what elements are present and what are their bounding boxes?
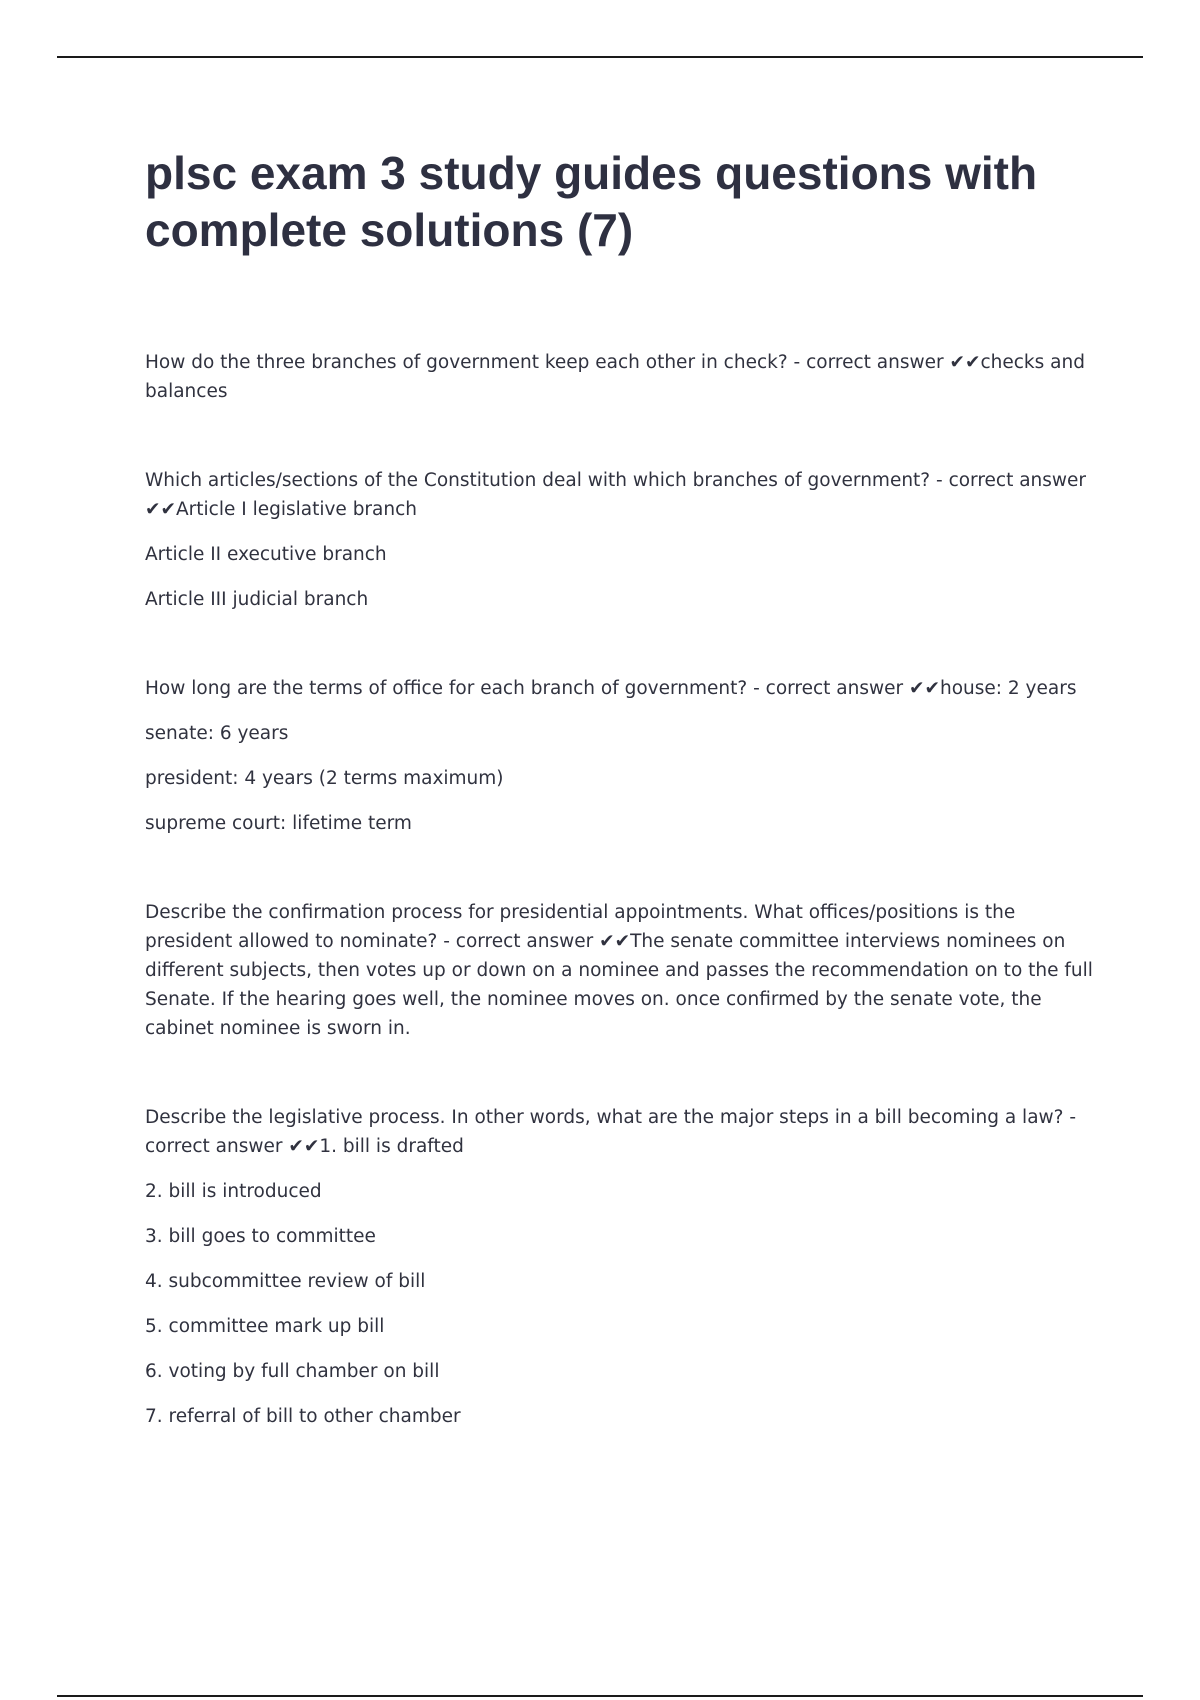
answer-line: Article III judicial branch bbox=[145, 589, 369, 610]
question-answer-text: Describe the confirmation process for presidential appointments. What offices/positions is the president allowed to nominate? - correct answer ✔✔The senate committee interviews nominees on different subjects, then votes up or down on a nominee and passes the recommendation on to the full Senate. If the hearing goes well, the nominee moves on. once confirmed by the senate vote, the cabinet nominee is sworn in. bbox=[145, 902, 1093, 1039]
answer-line: 5. committee mark up bill bbox=[145, 1316, 385, 1337]
answer-line: 4. subcommittee review of bill bbox=[145, 1271, 426, 1292]
answer-line: supreme court: lifetime term bbox=[145, 813, 412, 834]
question-answer-text: Which articles/sections of the Constitution deal with which branches of government? - correct answer ✔✔Article I legislative branch bbox=[145, 470, 1087, 520]
top-rule bbox=[57, 56, 1143, 58]
answer-line: 2. bill is introduced bbox=[145, 1181, 322, 1202]
qa-block bbox=[145, 466, 1093, 614]
answer-line: 3. bill goes to committee bbox=[145, 1226, 376, 1247]
answer-line: president: 4 years (2 terms maximum) bbox=[145, 768, 504, 789]
bottom-rule bbox=[57, 1695, 1143, 1697]
question-answer-text: How long are the terms of office for each branch of government? - correct answer ✔✔house: 2 years bbox=[145, 678, 1077, 699]
answer-line: 7. referral of bill to other chamber bbox=[145, 1406, 461, 1427]
qa-block bbox=[145, 348, 1093, 406]
document-body bbox=[145, 348, 1093, 1491]
question-answer-text: How do the three branches of government keep each other in check? - correct answer ✔✔checks and balances bbox=[145, 352, 1085, 402]
answer-line: senate: 6 years bbox=[145, 723, 289, 744]
qa-block bbox=[145, 898, 1093, 1043]
qa-block bbox=[145, 1103, 1093, 1431]
qa-block bbox=[145, 674, 1093, 838]
answer-line: 6. voting by full chamber on bill bbox=[145, 1361, 440, 1382]
document-title: plsc exam 3 study guides questions with complete solutions (7) bbox=[145, 147, 1038, 256]
answer-line: Article II executive branch bbox=[145, 544, 387, 565]
question-answer-text: Describe the legislative process. In other words, what are the major steps in a bill becoming a law? - correct answer ✔✔1. bill is drafted bbox=[145, 1107, 1077, 1157]
